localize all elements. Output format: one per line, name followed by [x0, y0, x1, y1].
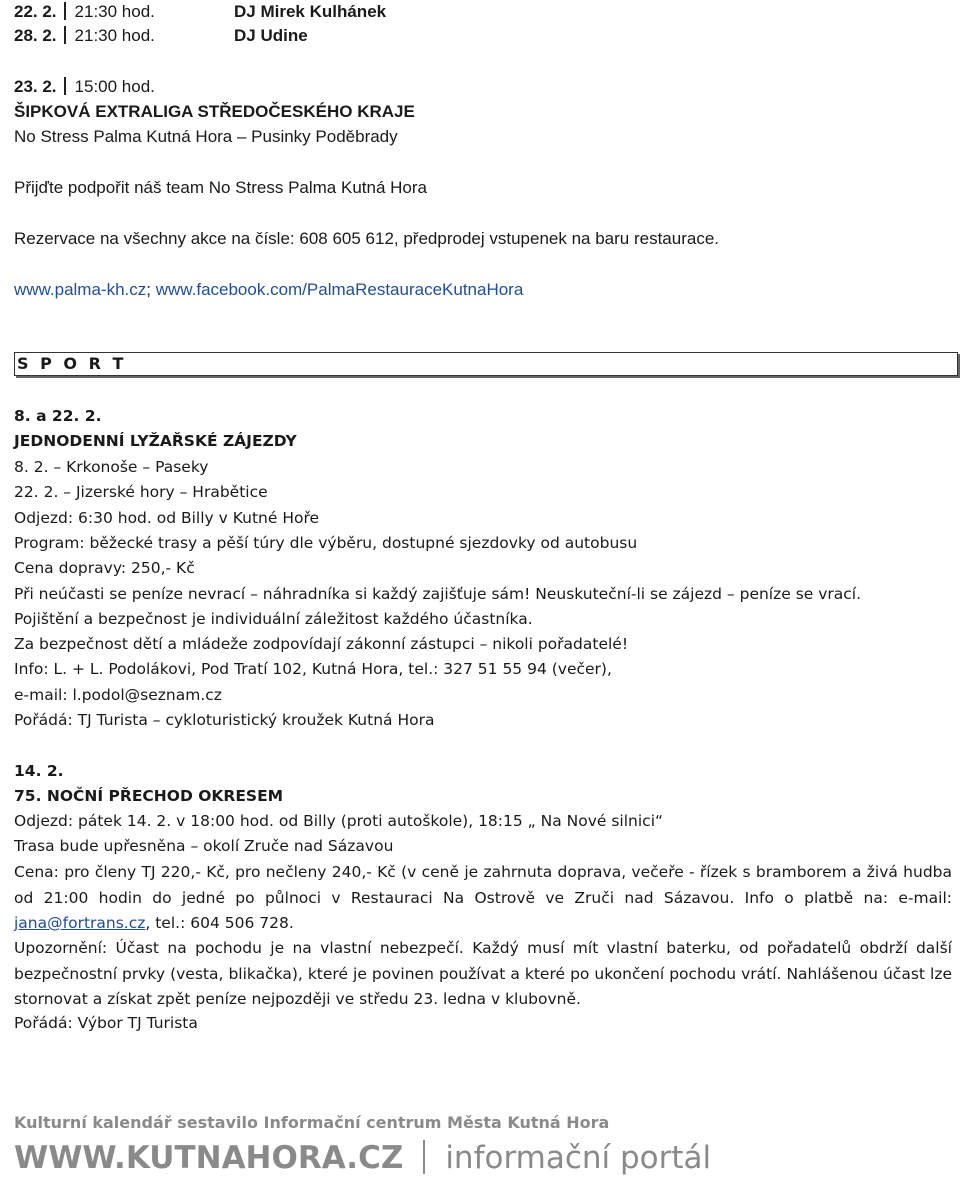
ski-note-2: Pojištění a bezpečnost je individuální záležitost každého účastníka. — [14, 610, 533, 628]
ski-line-2: 22. 2. – Jizerské hory – Hrabětice — [14, 483, 268, 501]
night-price-tail: , tel.: 604 506 728. — [145, 914, 294, 932]
night-title-number: 75. — [14, 787, 42, 805]
event-time: 21:30 hod. — [74, 26, 155, 45]
separator-bar — [64, 2, 66, 20]
separator-bar — [64, 77, 66, 95]
ski-line-1: 8. 2. – Krkonoše – Paseky — [14, 458, 209, 476]
night-price-text: Cena: pro členy TJ 220,- Kč, pro nečleny 240,- Kč (v ceně je zahrnuta doprava, večeře - řízek s bramborem a živá hudba od 21:00 hodin do jedné po půlnoci v Restauraci Na Ostrově ve Zruči nad Sázavou. Info o platbě na: e-mail: — [14, 863, 952, 907]
league-match: No Stress Palma Kutná Hora – Pusinky Poděbrady — [14, 127, 398, 146]
event-time: 21:30 hod. — [74, 2, 155, 21]
event-row — [14, 1, 387, 23]
footer-site[interactable]: WWW.KUTNAHORA.CZ — [14, 1140, 404, 1176]
link-separator: ; — [146, 280, 151, 299]
event-dj: DJ Udine — [234, 26, 308, 45]
palma-link[interactable]: www.palma-kh.cz — [14, 280, 147, 299]
ski-program: Program: běžecké trasy a pěší túry dle výběru, dostupné sjezdovky od autobusu — [14, 534, 638, 552]
night-price — [14, 860, 952, 937]
footer-portal: informační portál — [445, 1140, 712, 1176]
ski-departure-place: od Billy v Kutné Hoře — [151, 509, 320, 527]
league-title: ŠIPKOVÁ EXTRALIGA STŘEDOČESKÉHO KRAJE — [14, 102, 415, 121]
league-time: 15:00 hod. — [74, 77, 155, 96]
event-dj: DJ Mirek Kulhánek — [234, 2, 387, 21]
league-datetime — [14, 76, 155, 98]
section-header-sport: S P O R T — [14, 352, 958, 376]
ski-organizer: Pořádá: TJ Turista – cykloturistický kroužek Kutná Hora — [14, 711, 435, 729]
facebook-link[interactable]: www.facebook.com/PalmaRestauraceKutnaHora — [155, 280, 524, 299]
reservation-text: Rezervace na všechny akce na čísle: 608 605 612, předprodej vstupenek na baru restaurace. — [14, 229, 719, 248]
ski-info: Info: L. + L. Podolákovi, Pod Tratí 102, Kutná Hora, tel.: 327 51 55 94 (večer), — [14, 660, 612, 678]
night-date: 14. 2. — [14, 762, 64, 780]
event-date: 28. 2. — [14, 26, 57, 45]
night-email-link[interactable]: jana@fortrans.cz — [14, 914, 146, 932]
ski-price: Cena dopravy: 250,- Kč — [14, 559, 195, 577]
footer-credit: Kulturní kalendář sestavilo Informační centrum Města Kutná Hora — [14, 1113, 610, 1132]
night-organizer: Pořádá: Výbor TJ Turista — [14, 1014, 198, 1032]
footer-divider — [423, 1140, 425, 1174]
links-row — [14, 279, 523, 301]
ski-departure-label: Odjezd: 6:30 hod. — [14, 509, 152, 527]
footer-brand — [14, 1136, 711, 1180]
event-row — [14, 25, 308, 47]
ski-email: e-mail: l.podol@seznam.cz — [14, 686, 222, 704]
ski-note-1: Při neúčasti se peníze nevrací – náhradníka si každý zajišťuje sám! Neuskuteční-li se zájezd – peníze se vrací. — [14, 585, 862, 603]
night-route: Trasa bude upřesněna – okolí Zruče nad Sázavou — [14, 837, 394, 855]
ski-note-3: Za bezpečnost dětí a mládeže zodpovídají zákonní zástupci – nikoli pořadatelé! — [14, 635, 629, 653]
separator-bar — [64, 26, 66, 44]
night-title — [14, 785, 283, 807]
night-warning: Upozornění: Účast na pochodu je na vlastní nebezpečí. Každý musí mít vlastní baterku, od pořadatelů obdrží další bezpečnostní prvky (vesta, blikačka), které je povinen používat a které po ukončení pochodu vrátí. Nahlášenou účast lze stornovat a získat zpět peníze nejpozději ve středu 23. ledna v klubovně. — [14, 939, 952, 1008]
league-date: 23. 2. — [14, 77, 57, 96]
night-departure: Odjezd: pátek 14. 2. v 18:00 hod. od Billy (proti autoškole), 18:15 „ Na Nové silnici“ — [14, 812, 664, 830]
night-title-text: NOČNÍ PŘECHOD OKRESEM — [46, 787, 284, 805]
ski-title: JEDNODENNÍ LYŽAŘSKÉ ZÁJEZDY — [14, 432, 297, 450]
league-invite: Přijďte podpořit náš team No Stress Palma Kutná Hora — [14, 178, 427, 197]
ski-departure — [14, 507, 319, 529]
event-date: 22. 2. — [14, 2, 57, 21]
ski-date: 8. a 22. 2. — [14, 407, 102, 425]
